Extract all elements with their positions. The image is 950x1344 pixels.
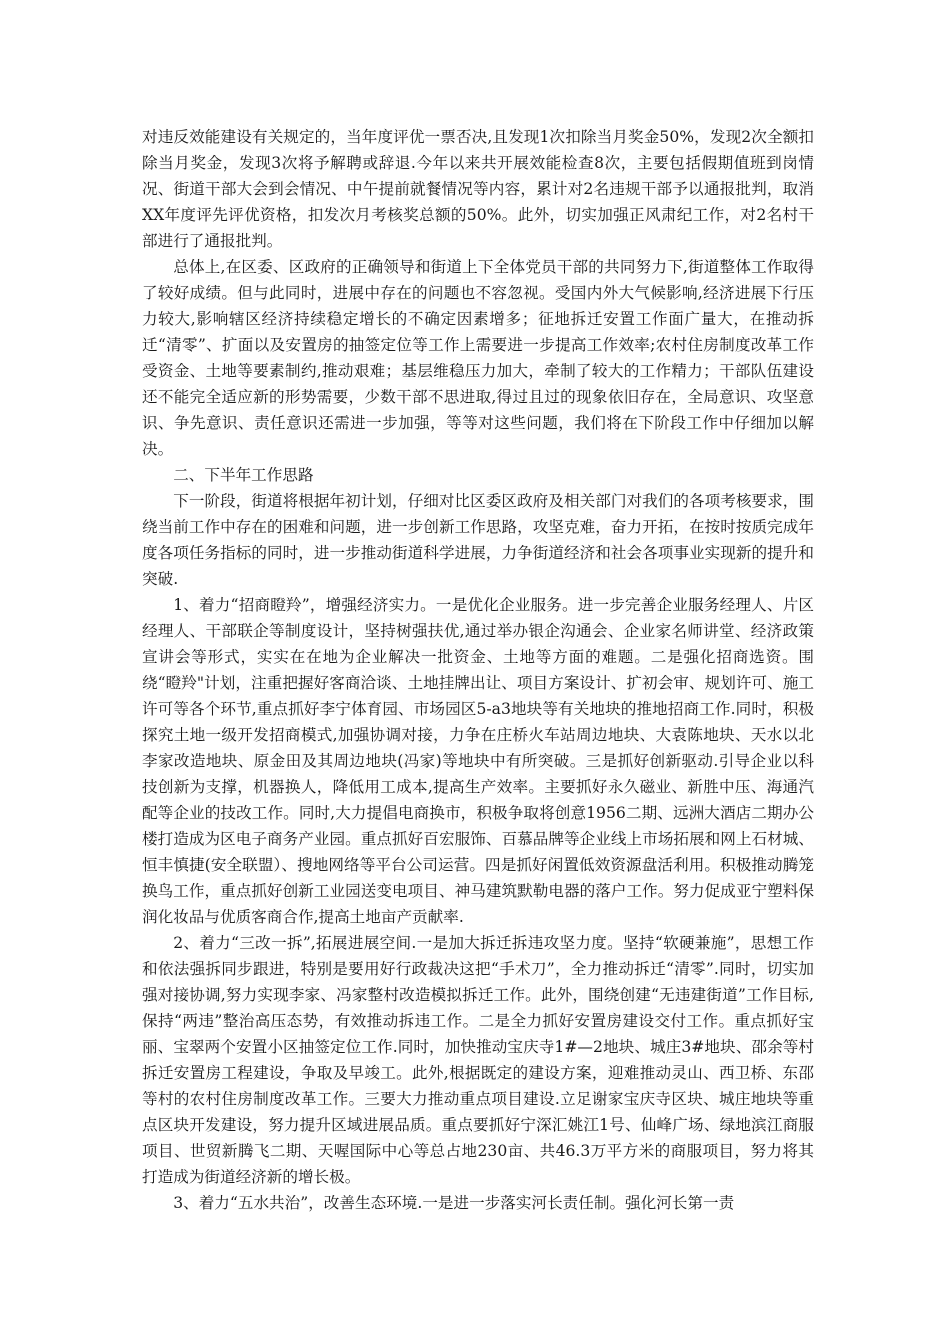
paragraph-efficiency-inspection: 对违反效能建设有关规定的，当年度评优一票否决,且发现1次扣除当月奖金50%，发现2次全额扣除当月奖金，发现3次将予解聘或辞退.今年以来共开展效能检查8次，主要包括假期值班到岗情况、街道干部大会到会情况、中午提前就餐情况等内容，累计对2名违规干部予以通报批判，取消XX年度评先评优资格，扣发次月考核奖总额的50%。此外，切实加强正风肃纪工作，对2名村干部进行了通报批判。	[142, 128, 814, 250]
paragraph-next-stage: 下一阶段，街道将根据年初计划，仔细对比区委区政府及相关部门对我们的各项考核要求，围绕当前工作中存在的困难和问题，进一步创新工作思路，攻坚克难，奋力开拓，在按时按质完成年度各项任务指标的同时，进一步推动街道科学进展，力争街道经济和社会各项事业实现新的提升和突破.	[142, 492, 814, 588]
paragraph-item-2-demolition: 2、着力“三改一拆”,拓展进展空间.一是加大拆迁拆违攻坚力度。坚持“软硬兼施”，思想工作和依法强拆同步跟进，特别是要用好行政裁决这把“手术刀”，全力推动拆迁“清零”.同时，切实加强对接协调,努力实现李家、冯家整村改造模拟拆迁工作。此外，围绕创建“无违建街道”工作目标,保持“两违”整治高压态势，有效推动拆违工作。二是全力抓好安置房建设交付工作。重点抓好宝丽、宝翠两个安置小区抽签定位工作.同时，加快推动宝庆寺1#—2地块、城庄3#地块、邵余等村拆迁安置房工程建设，争取及早竣工。此外,根据既定的建设方案，迎难推动灵山、西卫桥、东邵等村的农村住房制度改革工作。三要大力推动重点项目建设.立足谢家宝庆寺区块、城庄地块等重点区块开发建设，努力提升区域进展品质。重点要抓好宁深汇姚江1号、仙峰广场、绿地滨江商服项目、世贸新腾飞二期、天喔国际中心等总占地230亩、共46.3万平方米的商服项目，努力将其打造成为街道经济新的增长极。	[142, 934, 814, 1186]
paragraph-item-1-investment: 1、着力“招商瞪羚”，增强经济实力。一是优化企业服务。进一步完善企业服务经理人、片区经理人、干部联企等制度设计，坚持树强扶优,通过举办银企沟通会、企业家名师讲堂、经济政策宣讲会等形式，实实在在地为企业解决一批资金、土地等方面的难题。二是强化招商选资。围绕“瞪羚"计划，注重把握好客商洽谈、土地挂牌出让、项目方案设计、扩初会审、规划许可、施工许可等各个环节,重点抓好李宁体育园、市场园区5-a3地块等有关地块的推地招商工作.同时，积极探究土地一级开发招商模式,加强协调对接，力争在庄桥火车站周边地块、大袁陈地块、天水以北李家改造地块、原金田及其周边地块(冯家)等地块中有所突破。三是抓好创新驱动.引导企业以科技创新为支撑，机器换人，降低用工成本,提高生产效率。主要抓好永久磁业、新胜中压、海通汽配等企业的技改工作。同时,大力提倡电商换市，积极争取将创意1956二期、远洲大酒店二期办公楼打造成为区电子商务产业园。重点抓好百宏服饰、百慕品牌等企业线上市场拓展和网上石材城、恒丰慎捷(安全联盟）、搜地网络等平台公司运营。四是抓好闲置低效资源盘活利用。积极推动腾笼换鸟工作，重点抓好创新工业园送变电项目、神马建筑默勒电器的落户工作。努力促成亚宁塑料保润化妆品与优质客商合作,提高土地亩产贡献率.	[142, 596, 814, 926]
paragraph-summary-problems: 总体上,在区委、区政府的正确领导和街道上下全体党员干部的共同努力下,街道整体工作取得了较好成绩。但与此同时，进展中存在的问题也不容忽视。受国内外大气候影响,经济进展下行压力较大,影响辖区经济持续稳定增长的不确定因素增多；征地拆迁安置工作面广量大，在推动拆迁“清零”、扩面以及安置房的抽签定位等工作上需要进一步提高工作效率;农村住房制度改革工作受资金、土地等要素制约,推动艰难；基层维稳压力加大，牵制了较大的工作精力；干部队伍建设还不能完全适应新的形势需要，少数干部不思进取,得过且过的现象依旧存在，全局意识、攻坚意识、争先意识、责任意识还需进一步加强，等等对这些问题，我们将在下阶段工作中仔细加以解决。	[142, 258, 814, 458]
document-page	[142, 124, 814, 1216]
section-heading-second-half-plan: 二、下半年工作思路	[173, 466, 314, 484]
paragraph-item-3-water: 3、着力“五水共治”，改善生态环境.一是进一步落实河长责任制。强化河长第一责	[173, 1194, 735, 1212]
